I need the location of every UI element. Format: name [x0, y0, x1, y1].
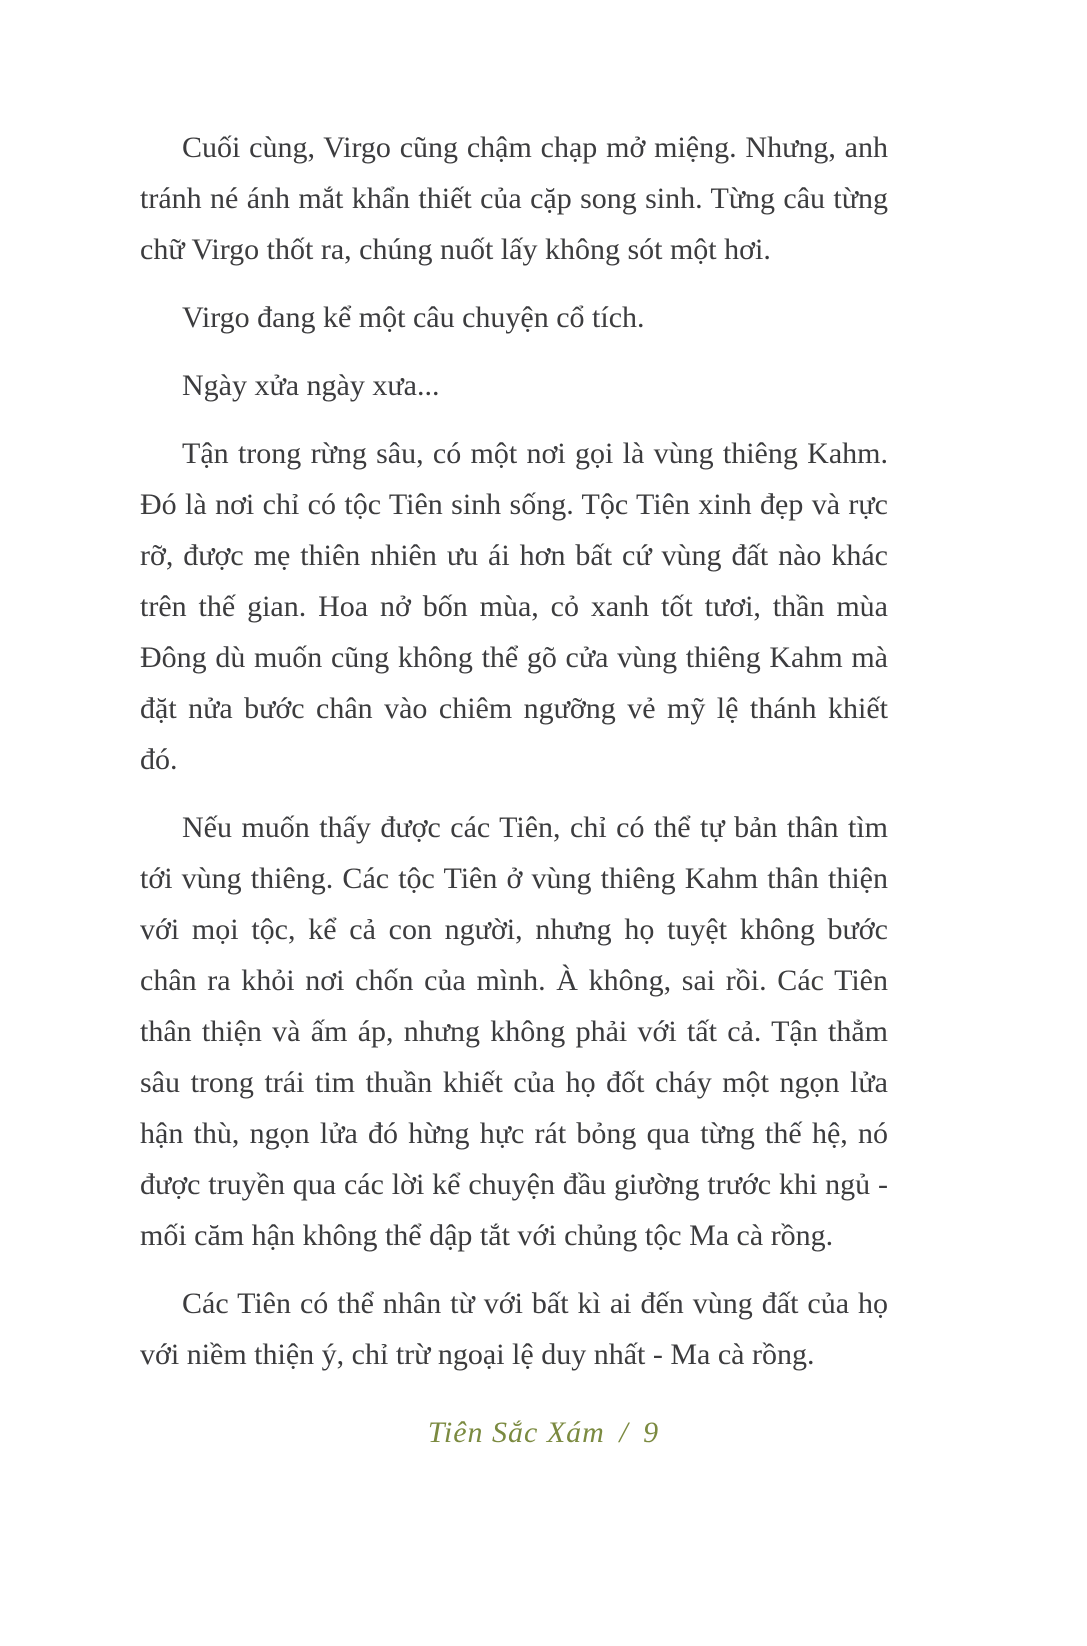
- paragraph: Nếu muốn thấy được các Tiên, chỉ có thể tự bản thân tìm tới vùng thiêng. Các tộc Tiên ở vùng thiêng Kahm thân thiện với mọi tộc, kể cả con người, nhưng họ tuyệt không bước chân ra khỏi nơi chốn của mình. À không, sai rồi. Các Tiên thân thiện và ấm áp, nhưng không phải với tất cả. Tận thẳm sâu trong trái tim thuần khiết của họ đốt cháy một ngọn lửa hận thù, ngọn lửa đó hừng hực rát bỏng qua từng thế hệ, nó được truyền qua các lời kể chuyện đầu giường trước khi ngủ - mối căm hận không thể dập tắt với chủng tộc Ma cà rồng.: [140, 811, 888, 1252]
- paragraph: Ngày xửa ngày xưa...: [182, 369, 440, 402]
- page-number: 9: [643, 1416, 660, 1449]
- paragraph: Tận trong rừng sâu, có một nơi gọi là vùng thiêng Kahm. Đó là nơi chỉ có tộc Tiên sinh sống. Tộc Tiên xinh đẹp và rực rỡ, được mẹ thiên nhiên ưu ái hơn bất cứ vùng đất nào khác trên thế gian. Hoa nở bốn mùa, cỏ xanh tốt tươi, thần mùa Đông dù muốn cũng không thể gõ cửa vùng thiêng Kahm mà đặt nửa bước chân vào chiêm ngưỡng vẻ mỹ lệ thánh khiết đó.: [140, 437, 888, 776]
- paragraph: Virgo đang kể một câu chuyện cổ tích.: [182, 301, 645, 334]
- book-title: Tiên Sắc Xám: [427, 1416, 605, 1449]
- paragraph: Các Tiên có thể nhân từ với bất kì ai đến vùng đất của họ với niềm thiện ý, chỉ trừ ngoại lệ duy nhất - Ma cà rồng.: [140, 1287, 888, 1371]
- page-footer: [0, 1416, 1087, 1450]
- body-text: [140, 122, 888, 1397]
- paragraph: Cuối cùng, Virgo cũng chậm chạp mở miệng. Nhưng, anh tránh né ánh mắt khẩn thiết của cặp song sinh. Từng câu từng chữ Virgo thốt ra, chúng nuốt lấy không sót một hơi.: [140, 131, 888, 266]
- footer-separator: /: [619, 1416, 629, 1449]
